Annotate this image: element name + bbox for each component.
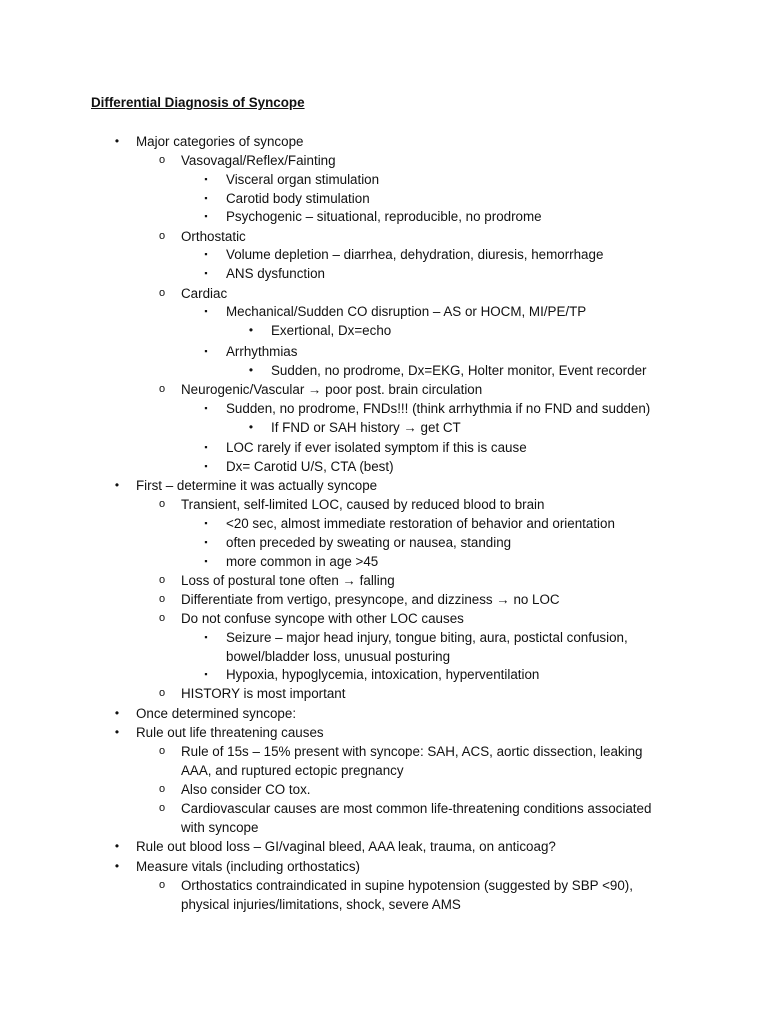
list-item — [0, 284, 768, 303]
circle-marker: o — [158, 383, 166, 395]
list-item-text: Psychogenic – situational, reproducible, no prodrome — [226, 209, 542, 224]
square-marker: ▪ — [204, 461, 208, 471]
list-item-text: Hypoxia, hypoglycemia, intoxication, hyperventilation — [226, 667, 540, 682]
list-item-continuation — [0, 647, 768, 666]
list-item — [0, 495, 768, 514]
list-item — [0, 476, 768, 495]
bullet-marker: • — [248, 420, 254, 434]
circle-marker: o — [158, 783, 166, 795]
list-item-text: Rule of 15s – 15% present with syncope: SAH, ACS, aortic dissection, leaking — [181, 744, 643, 759]
square-marker: ▪ — [204, 249, 208, 259]
list-item-text: Loss of postural tone often → falling — [181, 573, 395, 588]
list-item-continuation — [0, 761, 768, 780]
list-item — [0, 533, 768, 552]
circle-marker: o — [158, 687, 166, 699]
square-marker: ▪ — [204, 669, 208, 679]
list-item-text: Neurogenic/Vascular → poor post. brain circulation — [181, 382, 483, 397]
list-item — [0, 207, 768, 226]
list-item — [0, 780, 768, 799]
list-item — [0, 245, 768, 264]
circle-marker: o — [158, 230, 166, 242]
list-item-text: AAA, and ruptured ectopic pregnancy — [181, 763, 404, 778]
list-item-text: Sudden, no prodrome, FNDs!!! (think arrhythmia if no FND and sudden) — [226, 401, 651, 416]
bullet-marker: • — [114, 478, 120, 492]
list-item — [0, 151, 768, 170]
list-item — [0, 342, 768, 361]
list-item-text: LOC rarely if ever isolated symptom if this is cause — [226, 440, 527, 455]
list-item-text: Carotid body stimulation — [226, 191, 370, 206]
list-item — [0, 684, 768, 703]
bullet-marker: • — [114, 859, 120, 873]
circle-marker: o — [158, 593, 166, 605]
list-item — [0, 704, 768, 723]
list-item — [0, 514, 768, 533]
square-marker: ▪ — [204, 268, 208, 278]
list-item — [0, 837, 768, 856]
square-marker: ▪ — [204, 403, 208, 413]
list-item — [0, 361, 768, 380]
bullet-marker: • — [114, 706, 120, 720]
list-item-text: Rule out life threatening causes — [136, 725, 324, 740]
square-marker: ▪ — [204, 193, 208, 203]
list-item-text: Arrhythmias — [226, 344, 298, 359]
list-item — [0, 399, 768, 418]
list-item — [0, 552, 768, 571]
list-item-text: Also consider CO tox. — [181, 782, 311, 797]
list-item-text: Differentiate from vertigo, presyncope, and dizziness → no LOC — [181, 592, 560, 607]
circle-marker: o — [158, 154, 166, 166]
list-item-text: Rule out blood loss – GI/vaginal bleed, AAA leak, trauma, on anticoag? — [136, 839, 556, 854]
square-marker: ▪ — [204, 346, 208, 356]
list-item-text: HISTORY is most important — [181, 686, 346, 701]
square-marker: ▪ — [204, 556, 208, 566]
list-item-text: Cardiovascular causes are most common life-threatening conditions associated — [181, 801, 652, 816]
list-item — [0, 857, 768, 876]
list-item-text: Mechanical/Sudden CO disruption – AS or HOCM, MI/PE/TP — [226, 304, 587, 319]
square-marker: ▪ — [204, 442, 208, 452]
list-item — [0, 609, 768, 628]
circle-marker: o — [158, 498, 166, 510]
list-item-text: Exertional, Dx=echo — [271, 323, 392, 338]
bullet-marker: • — [114, 725, 120, 739]
list-item — [0, 571, 768, 590]
list-item — [0, 590, 768, 609]
list-item — [0, 742, 768, 761]
square-marker: ▪ — [204, 211, 208, 221]
circle-marker: o — [158, 612, 166, 624]
circle-marker: o — [158, 745, 166, 757]
list-item — [0, 227, 768, 246]
list-item-text: Once determined syncope: — [136, 706, 297, 721]
list-item-continuation — [0, 895, 768, 914]
list-item — [0, 170, 768, 189]
list-item-text: Transient, self-limited LOC, caused by reduced blood to brain — [181, 497, 545, 512]
list-item-text: Sudden, no prodrome, Dx=EKG, Holter monitor, Event recorder — [271, 363, 647, 378]
list-item-text: Major categories of syncope — [136, 134, 304, 149]
bullet-marker: • — [248, 323, 254, 337]
list-item-text: Seizure – major head injury, tongue biting, aura, postictal confusion, — [226, 630, 628, 645]
list-item — [0, 418, 768, 437]
list-item — [0, 457, 768, 476]
circle-marker: o — [158, 574, 166, 586]
square-marker: ▪ — [204, 518, 208, 528]
list-item-text: Cardiac — [181, 286, 228, 301]
list-item — [0, 380, 768, 399]
square-marker: ▪ — [204, 537, 208, 547]
list-item-text: Orthostatic — [181, 229, 246, 244]
list-item-text: bowel/bladder loss, unusual posturing — [226, 649, 451, 664]
circle-marker: o — [158, 879, 166, 891]
list-item-text: Measure vitals (including orthostatics) — [136, 859, 361, 874]
bullet-marker: • — [114, 839, 120, 853]
square-marker: ▪ — [204, 174, 208, 184]
list-item — [0, 189, 768, 208]
list-item-text: <20 sec, almost immediate restoration of behavior and orientation — [226, 516, 615, 531]
list-item — [0, 438, 768, 457]
list-item-text: with syncope — [181, 820, 259, 835]
bullet-marker: • — [114, 134, 120, 148]
list-item — [0, 876, 768, 895]
list-item-text: Dx= Carotid U/S, CTA (best) — [226, 459, 394, 474]
list-item — [0, 628, 768, 647]
list-item — [0, 264, 768, 283]
circle-marker: o — [158, 287, 166, 299]
list-item-text: Vasovagal/Reflex/Fainting — [181, 153, 336, 168]
list-item-text: Orthostatics contraindicated in supine hypotension (suggested by SBP <90), — [181, 878, 633, 893]
square-marker: ▪ — [204, 306, 208, 316]
list-item — [0, 665, 768, 684]
list-item — [0, 302, 768, 321]
bullet-marker: • — [248, 363, 254, 377]
list-item-text: physical injuries/limitations, shock, severe AMS — [181, 897, 461, 912]
square-marker: ▪ — [204, 632, 208, 642]
list-item-text: Volume depletion – diarrhea, dehydration, diuresis, hemorrhage — [226, 247, 604, 262]
list-item-text: First – determine it was actually syncope — [136, 478, 378, 493]
list-item — [0, 723, 768, 742]
list-item-continuation — [0, 818, 768, 837]
list-item-text: often preceded by sweating or nausea, standing — [226, 535, 512, 550]
list-item-text: more common in age >45 — [226, 554, 379, 569]
list-item — [0, 132, 768, 151]
list-item-text: If FND or SAH history → get CT — [271, 420, 461, 435]
circle-marker: o — [158, 802, 166, 814]
list-item — [0, 799, 768, 818]
list-item-text: Do not confuse syncope with other LOC causes — [181, 611, 464, 626]
document-title: Differential Diagnosis of Syncope — [91, 95, 305, 110]
list-item-text: ANS dysfunction — [226, 266, 325, 281]
list-item — [0, 321, 768, 340]
list-item-text: Visceral organ stimulation — [226, 172, 380, 187]
